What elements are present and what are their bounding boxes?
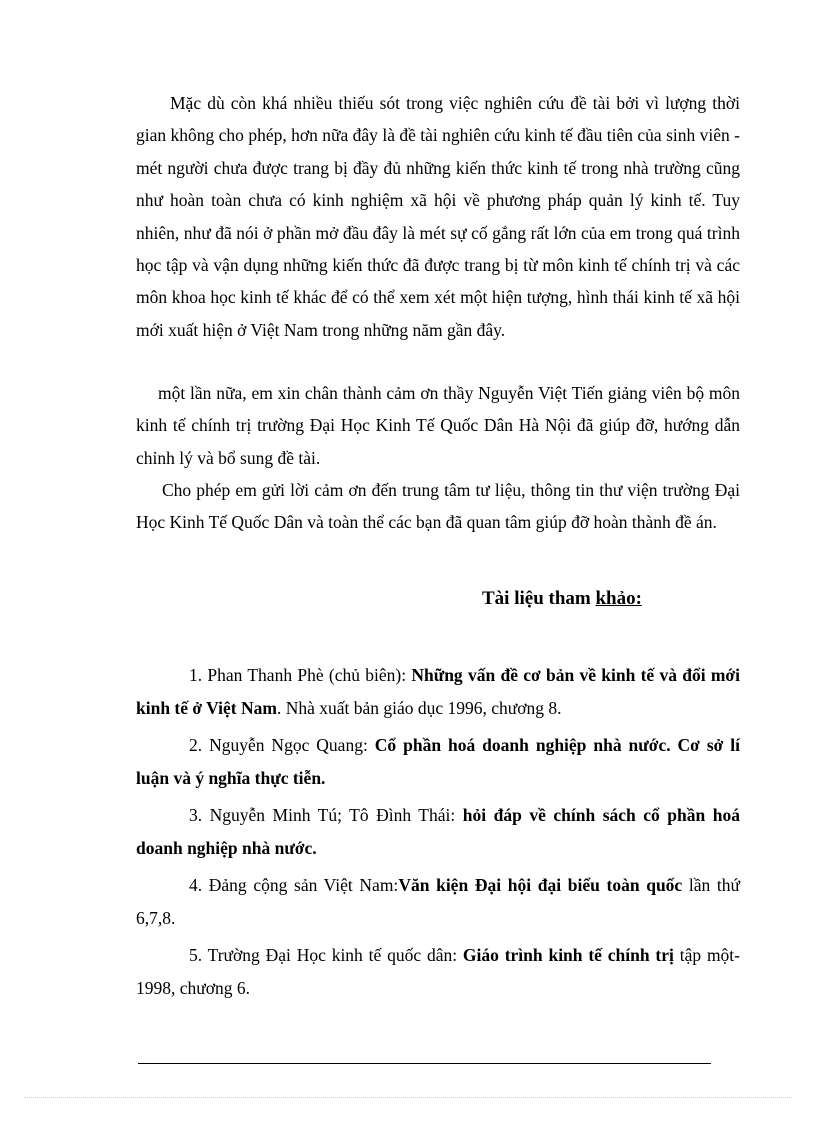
reference-item [136,659,740,725]
references-heading-text: Tài liệu tham [482,588,596,609]
reference-details: tập một-1998, chương 6. [136,945,740,998]
reference-details: . Nhà xuất bản giáo dục 1996, chương 8. [276,698,562,718]
acknowledgement-paragraph: Cho phép em gửi lời cảm ơn đến trung tâm tư liệu, thông tin thư viện trường Đại Học Kinh Tế Quốc Dân và toàn thể các bạn đã quan tâm giúp đỡ hoàn thành đề án. [136,480,740,533]
reference-author: 4. Đảng cộng sản Việt Nam: [189,875,399,895]
reference-author: 5. Trường Đại Học kinh tế quốc dân: [189,945,463,965]
reference-author: 1. Phan Thanh Phè (chủ biên): [189,665,412,685]
page-bottom-dotted-edge [24,1097,792,1098]
reference-title: hỏi đáp về chính sách cổ phần hoá doanh nghiệp nhà nước. [136,805,740,858]
reference-title: Những vấn đề cơ bản về kinh tế và đổi mới kinh tế ở Việt Nam [136,665,740,718]
reference-title: Cổ phần hoá doanh nghiệp nhà nước. Cơ sở lí luận và ý nghĩa thực tiễn. [136,735,741,788]
references-heading-underlined: khảo: [595,588,642,609]
reference-title: Văn kiện Đại hội đại biểu toàn quốc [398,875,683,895]
closing-paragraph: Mặc dù còn khá nhiều thiếu sót trong việc nghiên cứu đề tài bởi vì lượng thời gian không cho phép, hơn nữa đây là đề tài nghiên cứu kinh tế đầu tiên của sinh viên - mét người chưa được trang bị đầy đủ những kiến thức kinh tế trong nhà trường cũng như hoàn toàn chưa có kinh nghiệm xã hội về phương pháp quản lý kinh tế. Tuy nhiên, như đã nói ở phần mở đầu đây là mét sự cố gắng rất lớn của em trong quá trình học tập và vận dụng những kiến thức đã được trang bị từ môn kinh tế chính trị và các môn khoa học kinh tế khác để có thể xem xét một hiện tượng, hình thái kinh tế xã hội mới xuất hiện ở Việt Nam trong những năm gần đây. [136,93,740,340]
footer-rule [138,1063,711,1064]
references-list [136,659,740,1009]
reference-author: 3. Nguyễn Minh Tú; Tô Đình Thái: [189,805,463,825]
reference-details: lần thứ 6,7,8. [136,875,740,928]
reference-item [136,729,740,795]
reference-author: 2. Nguyễn Ngọc Quang: [189,735,375,755]
reference-title: Giáo trình kinh tế chính trị [462,945,674,965]
reference-item [136,799,740,865]
references-heading [482,588,642,610]
reference-item [136,869,740,935]
reference-item [136,939,740,1005]
thanks-paragraph: một lần nữa, em xin chân thành cảm ơn thầy Nguyễn Việt Tiến giảng viên bộ môn kinh tế chính trị trường Đại Học Kinh Tế Quốc Dân Hà Nội đã giúp đỡ, hướng dẫn chỉnh lý và bổ sung đề tài. [136,383,740,468]
